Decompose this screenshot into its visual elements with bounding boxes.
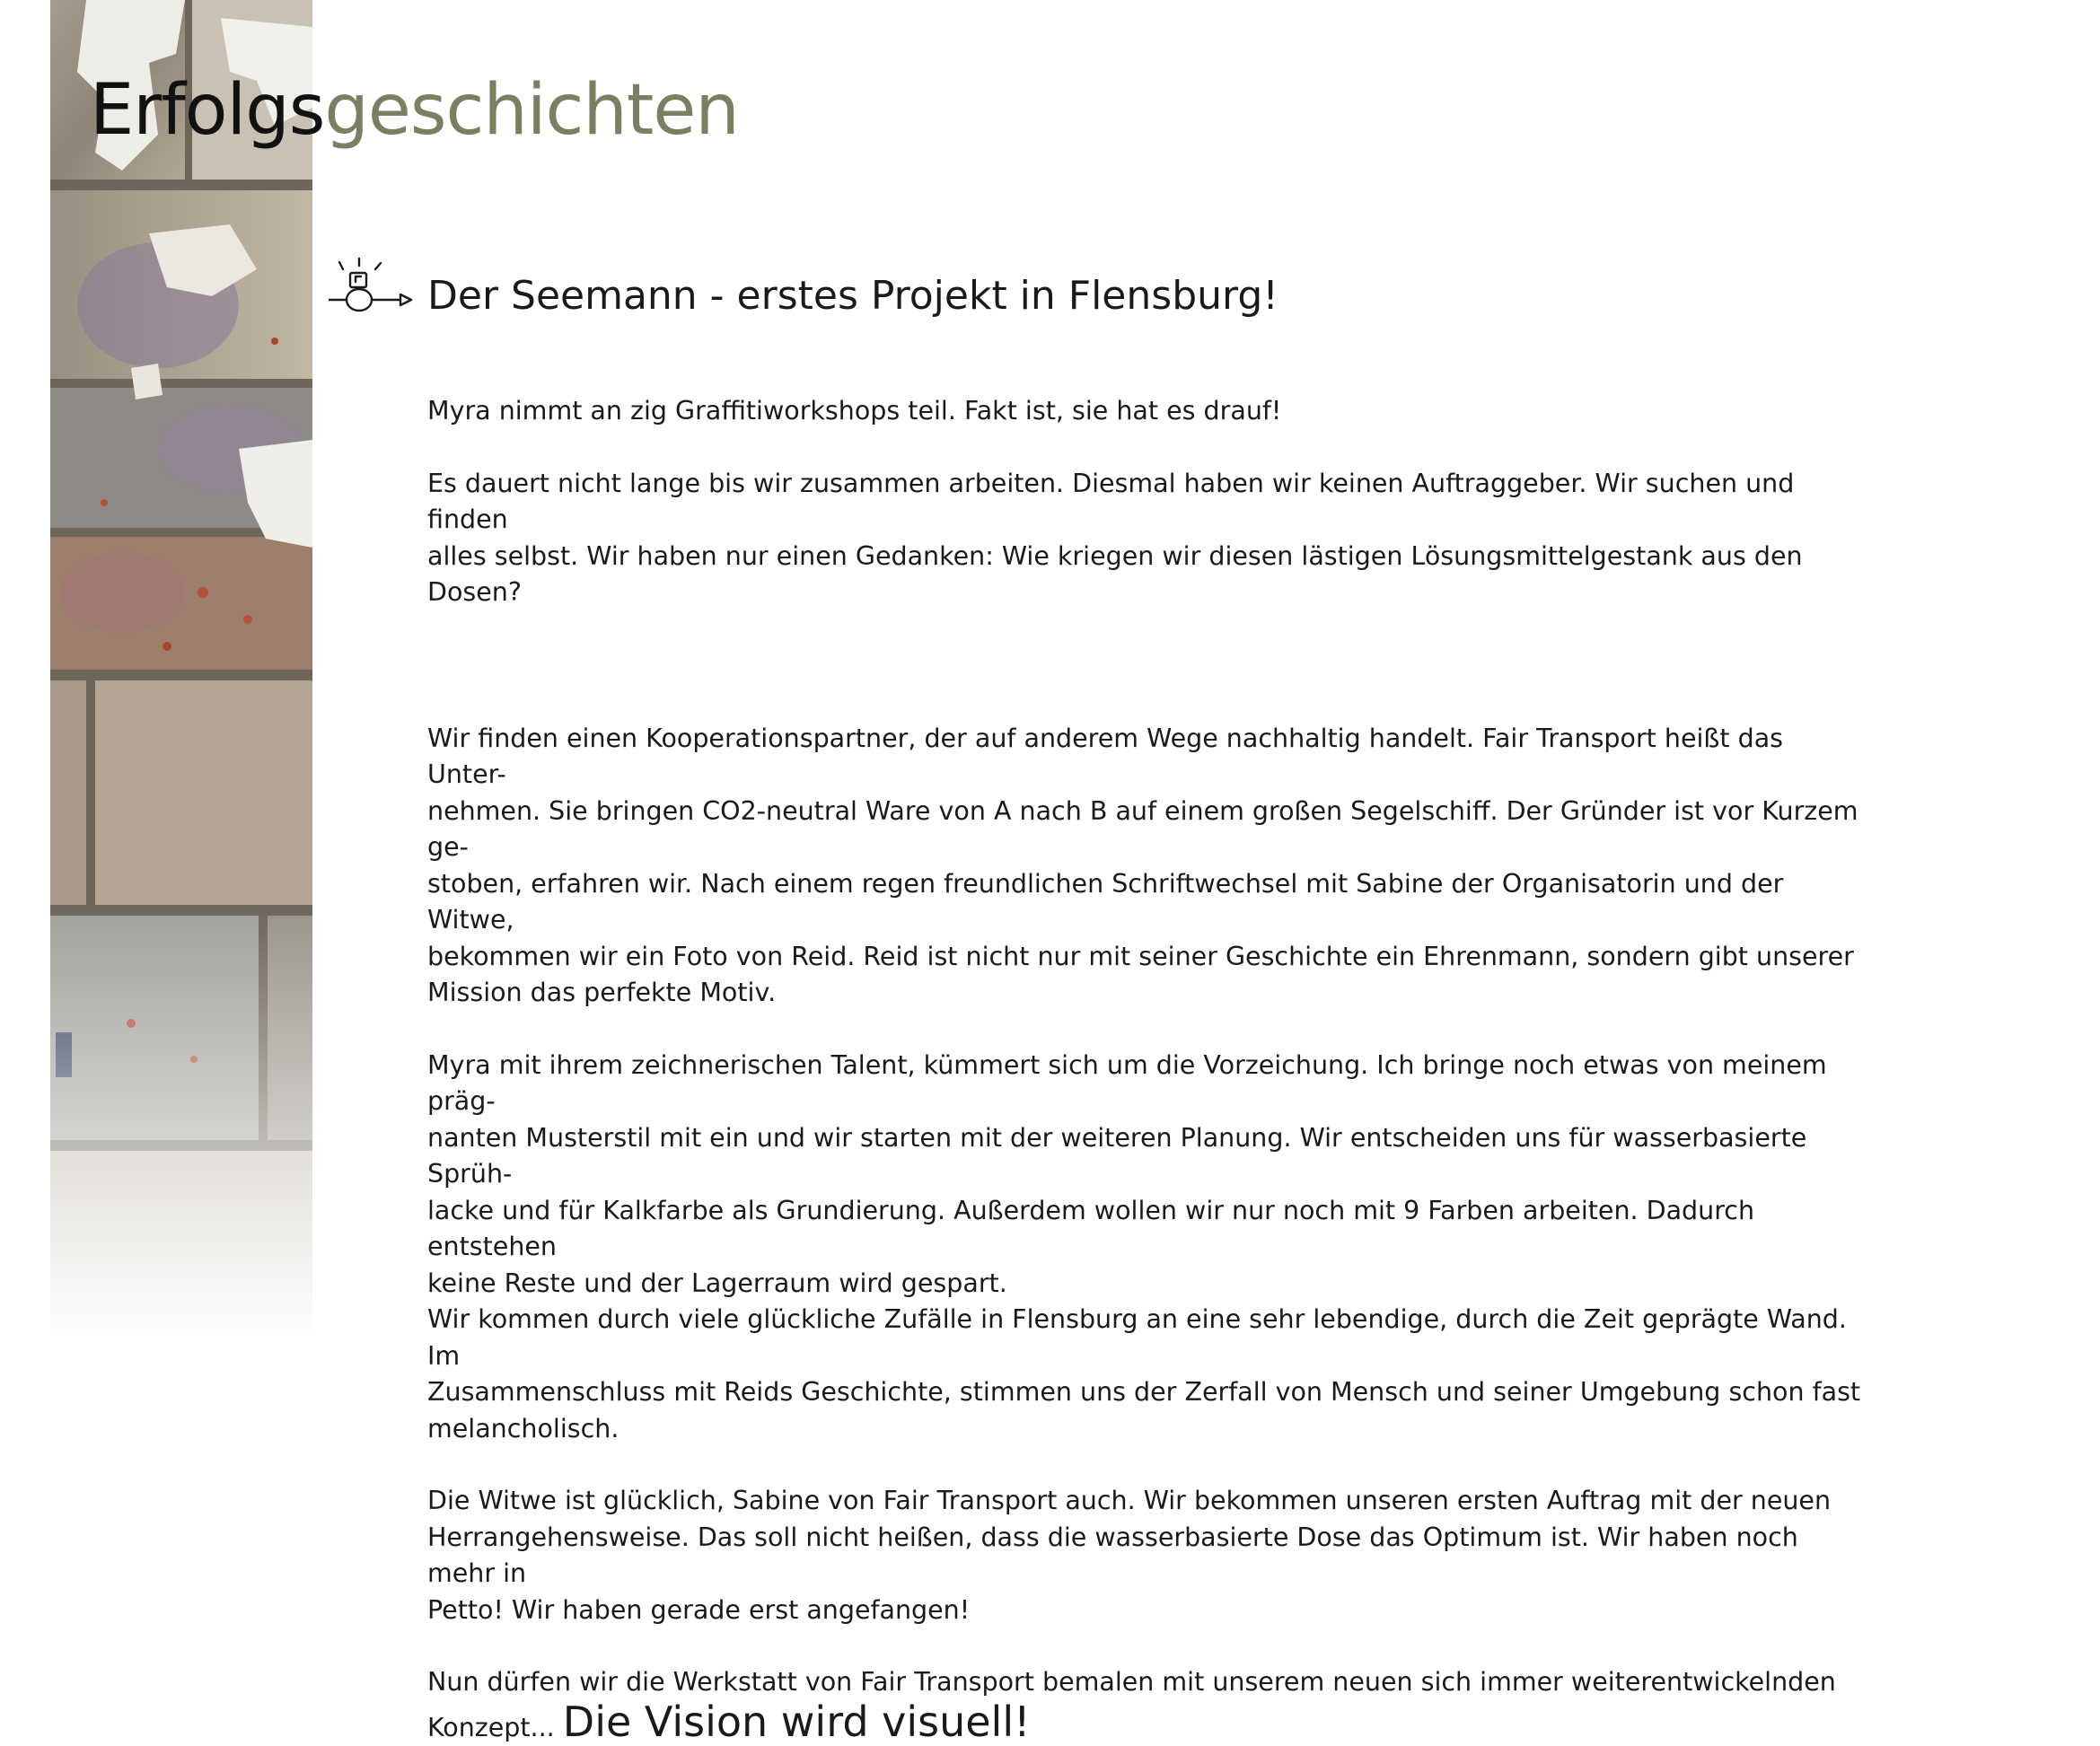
page-title-part1: Erfolgs: [90, 70, 324, 151]
paragraph-intro: Myra nimmt an zig Graffitiworkshops teil. Fakt ist, sie hat es drauf!: [427, 393, 1864, 430]
closing-line: Nun dürfen wir die Werkstatt von Fair Transport bemalen mit unserem neuen sich immer weiterentwickelnden: [427, 1664, 1864, 1701]
paragraph-result: Die Witwe ist glücklich, Sabine von Fair Transport auch. Wir bekommen unseren ersten Auftrag mit der neuen Herrangehensweise. Das soll nicht heißen, dass die wasserbasierte Dose das Optimum ist. Wir haben noch mehr in Petto! Wir haben gerade erst angefangen!: [427, 1483, 1864, 1628]
page-title-part2: geschichten: [324, 70, 738, 151]
paragraph-partner: Wir finden einen Kooperationspartner, der auf anderem Wege nachhaltig handelt. Fair Transport heißt das Unter- nehmen. Sie bringen CO2-neutral Ware von A nach B auf einem großen Segelschiff. Der Gründer ist vor Kurzem ge- stoben, erfahren wir. Nach einem regen freundlichen Schriftwechsel mit Sabine der Organisatorin und der Witwe, bekommen wir ein Foto von Reid. Reid ist nicht nur mit seiner Geschichte ein Ehrenmann, sondern gibt unserer Mission das perfekte Motiv.: [427, 721, 1864, 1012]
vision-emphasis: Die Vision wird visuell!: [563, 1698, 1031, 1746]
closing-line-2: [427, 1701, 1864, 1746]
closing-prefix: Konzept...: [427, 1713, 563, 1742]
lightbulb-arrow-icon: [329, 257, 418, 321]
article-body: [427, 393, 1864, 1746]
paragraph-beginning: Es dauert nicht lange bis wir zusammen arbeiten. Diesmal haben wir keinen Auftraggeber. Wir suchen und finden alles selbst. Wir haben nur einen Gedanken: Wie kriegen wir diesen lästigen Lösungsmittelgestank aus den Dosen?: [427, 466, 1864, 611]
brick-wall-image: [50, 0, 312, 1338]
page-title: [90, 75, 739, 145]
paragraph-planning: Myra mit ihrem zeichnerischen Talent, kümmert sich um die Vorzeichung. Ich bringe noch etwas von meinem präg- nanten Musterstil mit ein und wir starten mit der weiteren Planung. Wir entscheiden uns für wasserbasierte Sprüh- lacke und für Kalkfarbe als Grundierung. Außerdem wollen wir nur noch mit 9 Farben arbeiten. Dadurch entstehen keine Reste und der Lagerraum wird gespart. Wir kommen durch viele glückliche Zufälle in Flensburg an eine sehr lebendige, durch die Zeit geprägte Wand. Im Zusammenschluss mit Reids Geschichte, stimmen uns der Zerfall von Mensch und seiner Umgebung schon fast melancholisch.: [427, 1048, 1864, 1448]
section-heading: Der Seemann - erstes Projekt in Flensburg!: [427, 273, 1278, 320]
closing-block: [427, 1664, 1864, 1746]
